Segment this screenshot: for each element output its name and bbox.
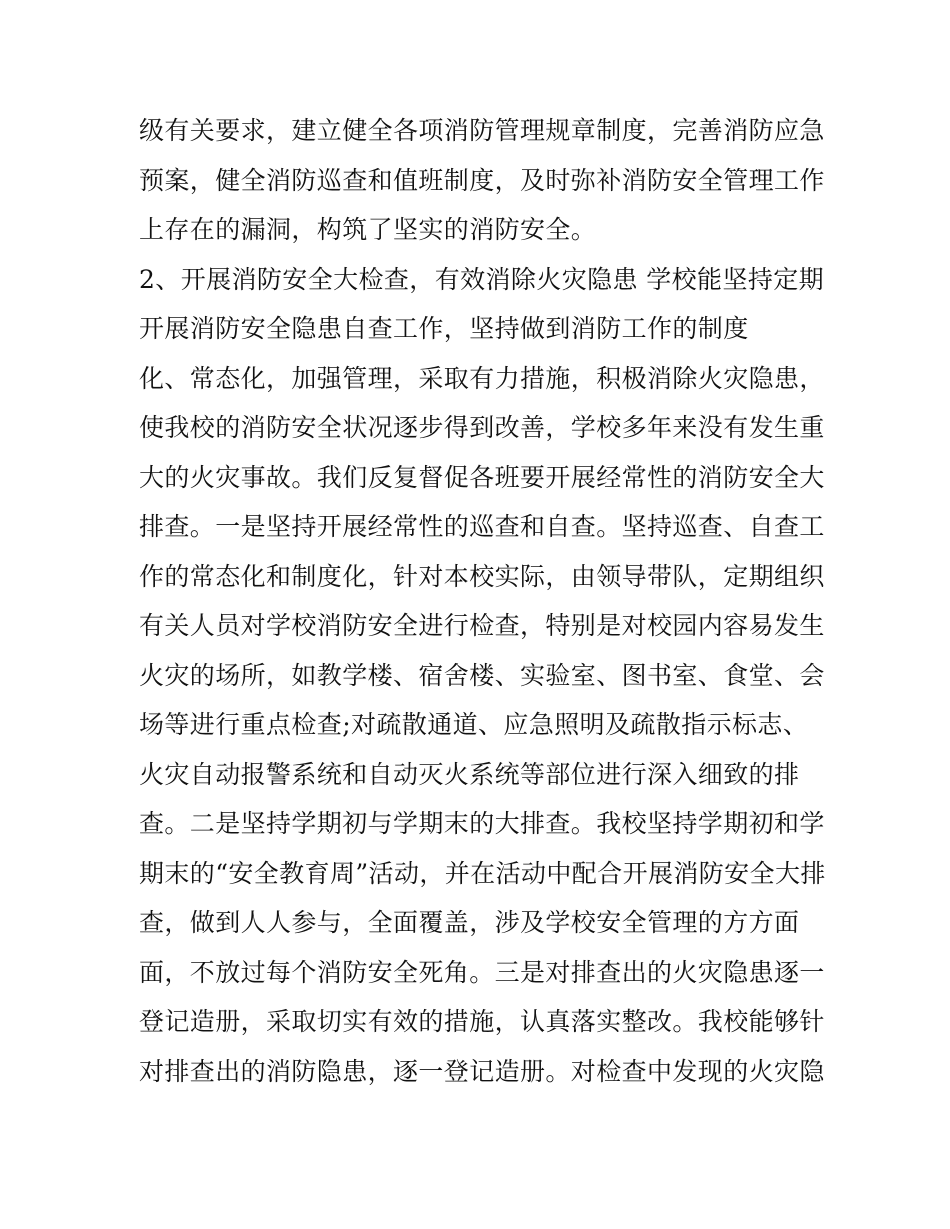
text-line: 登记造册，采取切实有效的措施，认真落实整改。我校能够针 [139,1007,825,1036]
text-line: 开展消防安全隐患自查工作，坚持做到消防工作的制度 [139,314,749,343]
text-line: 期末的“安全教育周”活动，并在活动中配合开展消防安全大排 [139,858,826,888]
text-line: 化、常态化，加强管理，采取有力措施，积极消除火灾隐患， [139,363,825,393]
text-line: 上存在的漏洞，构筑了坚实的消防安全。 [139,215,597,244]
text-line: 级有关要求，建立健全各项消防管理规章制度，完善消防应急 [139,116,825,145]
text-line: 火灾的场所，如教学楼、宿舍楼、实验室、图书室、食堂、会 [139,660,825,690]
text-line: 对排查出的消防隐患，逐一登记造册。对检查中发现的火灾隐 [139,1056,825,1086]
text-line: 排查。一是坚持开展经常性的巡查和自查。坚持巡查、自查工 [139,512,825,541]
text-line: 查。二是坚持学期初与学期末的大排查。我校坚持学期初和学 [139,809,825,838]
text-line: 有关人员对学校消防安全进行检查，特别是对校园内容易发生 [139,611,825,640]
text-line: 预案，健全消防巡查和值班制度，及时弥补消防安全管理工作 [139,165,825,195]
text-line: 作的常态化和制度化，针对本校实际，由领导带队，定期组织 [139,561,825,591]
text-line: 使我校的消防安全状况逐步得到改善，学校多年来没有发生重 [139,413,825,442]
text-line: 场等进行重点检查;对疏散通道、应急照明及疏散指示标志、 [139,710,809,739]
text-line: 火灾自动报警系统和自动灭火系统等部位进行深入细致的排 [139,759,800,789]
body-text [139,106,826,1096]
text-line: 面，不放过每个消防安全死角。三是对排查出的火灾隐患逐一 [139,957,825,987]
text-line: 2、开展消防安全大检查，有效消除火灾隐患 学校能坚持定期 [139,264,825,294]
text-line: 大的火灾事故。我们反复督促各班要开展经常性的消防安全大 [139,462,825,492]
text-line: 查，做到人人参与，全面覆盖，涉及学校安全管理的方方面 [139,908,800,937]
